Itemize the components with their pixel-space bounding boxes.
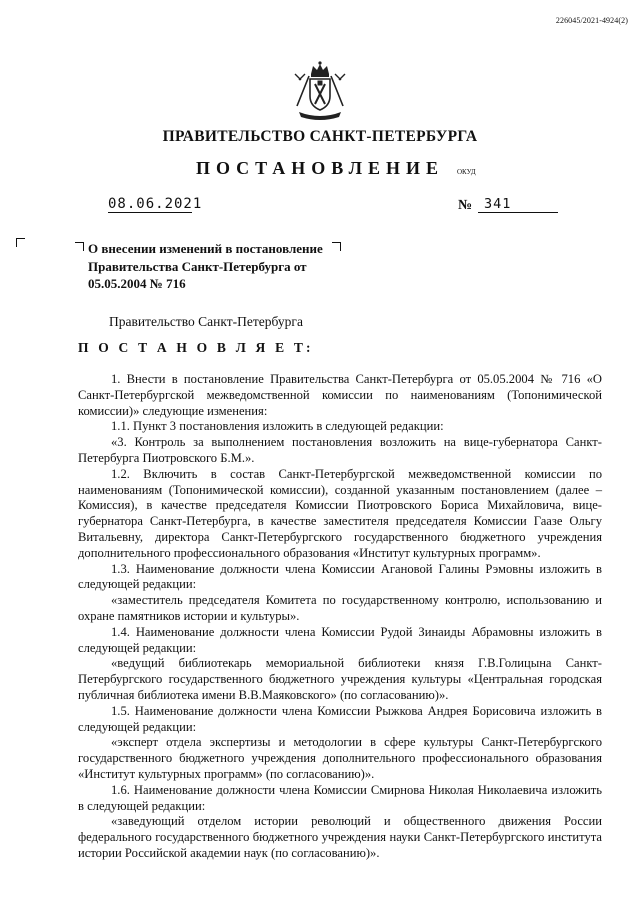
paragraph: 1.6. Наименование должности члена Комиссии Смирнова Николая Николаевича изложить в следующей редакции: [78, 782, 602, 813]
paragraph: «3. Контроль за выполнением постановления возложить на вице-губернатора Санкт-Петербурга Пиотровского Б.М.». [78, 435, 602, 465]
resolution-heading: П О С Т А Н О В Л Я Е Т: [78, 340, 314, 355]
number-label: № [458, 198, 473, 213]
corner-mark [16, 238, 25, 247]
paragraph: «эксперт отдела экспертизы и методологии в сфере культуры Санкт-Петербургского государственного бюджетного учреждения дополнительного профессионального образования «Институт культурных программ» (по согласованию)». [78, 735, 602, 781]
document-number: 226045/2021-4924(2) [555, 16, 628, 25]
document-date: 08.06.2021 [108, 196, 203, 212]
paragraph: 1.2. Включить в состав Санкт-Петербургской межведомственной комиссии по наименованиям (Топонимической комиссии), созданной указанным постановлением (далее – Комиссия), в качестве председателя Комиссии Пиотровского Бориса Михайловича, вице-губернатора Санкт-Петербурга, в качестве заместителя председателя Комиссии Гаазе Ольгу Витальевну, директора Санкт-Петербургского государственного бюджетного учреждения дополнительного профессионального образования «Институт культурных программ». [78, 466, 602, 560]
okud-label: ОКУД [457, 168, 476, 176]
coat-of-arms-icon [289, 60, 351, 122]
corner-mark [75, 242, 84, 251]
paragraph: 1. Внести в постановление Правительства Санкт-Петербурга от 05.05.2004 № 716 «О Санкт-Петербургской межведомственной комиссии по наименованиям (Топонимической комиссии)» следующие изменения: [78, 372, 602, 418]
document-type-title: ПОСТАНОВЛЕНИЕ [195, 158, 445, 178]
paragraph: 1.4. Наименование должности члена Комиссии Рудой Зинаиды Абрамовны изложить в следующей редакции: [78, 624, 602, 655]
paragraph: 1.5. Наименование должности члена Комиссии Рыжкова Андрея Борисовича изложить в следующей редакции: [78, 703, 602, 734]
issuing-body: Правительство Санкт-Петербурга [109, 314, 303, 329]
paragraph: 1.3. Наименование должности члена Комиссии Агановой Галины Рэмовны изложить в следующей редакции: [78, 561, 602, 592]
document-subject: О внесении изменений в постановление Правительства Санкт-Петербурга от 05.05.2004 № 716 [88, 241, 323, 291]
document-number-value: 341 [478, 196, 558, 213]
document-body [78, 372, 602, 862]
government-title: ПРАВИТЕЛЬСТВО САНКТ-ПЕТЕРБУРГА [162, 128, 478, 145]
paragraph: «заведующий отделом истории революций и общественного движения России федерального государственного бюджетного учреждения науки Санкт-Петербургского института истории Российской академии наук (по согласованию)». [78, 814, 602, 860]
paragraph: «заместитель председателя Комитета по государственному контролю, использованию и охране памятников истории и культуры». [78, 593, 602, 623]
paragraph: «ведущий библиотекарь мемориальной библиотеки князя Г.В.Голицына Санкт-Петербургского государственного бюджетного учреждения культуры «Центральная городская публичная библиотека имени В.В.Маяковского» (по согласованию)». [78, 656, 602, 702]
paragraph: 1.1. Пункт 3 постановления изложить в следующей редакции: [111, 419, 444, 434]
